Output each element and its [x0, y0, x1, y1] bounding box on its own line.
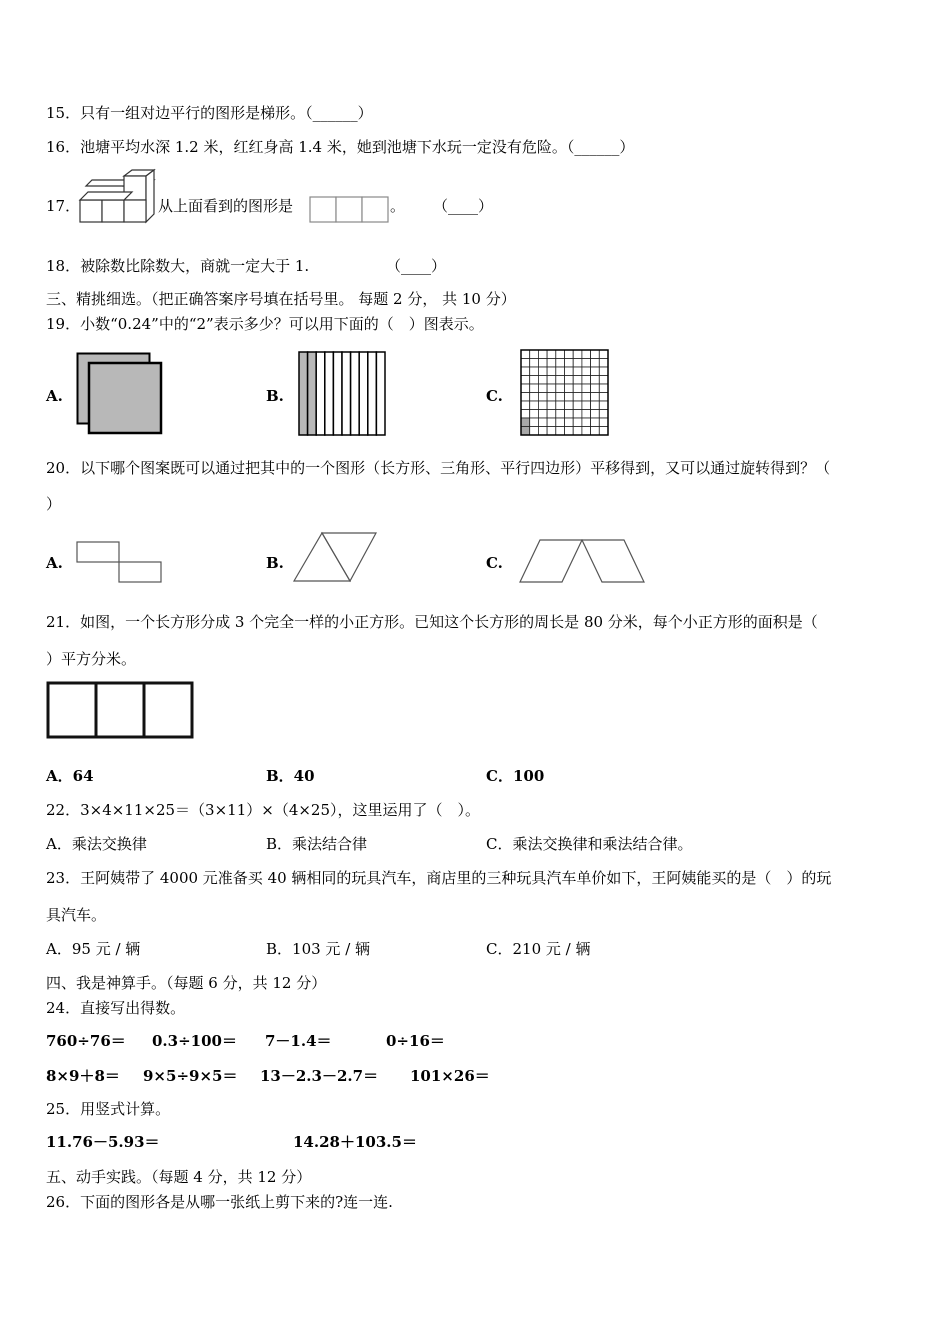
- q23-stem-line2: 具汽车。: [46, 906, 107, 924]
- grid-cell: [556, 350, 565, 359]
- q20-option-b-triangles-figure: [292, 531, 378, 583]
- grid-cell: [547, 401, 556, 410]
- q24-row1-item4: 0÷16＝: [386, 1032, 445, 1050]
- grid-cell: [530, 427, 539, 436]
- grid-cell: [538, 418, 547, 427]
- grid-cell: [538, 410, 547, 419]
- grid-cell: [547, 427, 556, 436]
- q18-text: 18．被除数比除数大，商就一定大于 1.: [46, 257, 310, 275]
- section4-title: 四、我是神算手。（每题 6 分，共 12 分）: [46, 974, 327, 992]
- q24-stem: 24．直接写出得数。: [46, 999, 186, 1017]
- q23-option-c: C．210 元 / 辆: [486, 940, 591, 958]
- q21-three-squares-figure: [46, 681, 196, 739]
- strip: [359, 352, 368, 435]
- grid-cell: [538, 376, 547, 385]
- section3-title: 三、精挑细选。（把正确答案序号填在括号里。 每题 2 分， 共 10 分）: [46, 290, 516, 308]
- grid-cell: [538, 367, 547, 376]
- q25-item1: 11.76－5.93＝: [46, 1133, 160, 1151]
- q25-stem: 25．用竖式计算。: [46, 1100, 171, 1118]
- grid-cell: [521, 418, 530, 427]
- grid-cell: [591, 376, 600, 385]
- strip: [325, 352, 334, 435]
- grid-cell: [556, 384, 565, 393]
- q20-stem-line1: 20．以下哪个图案既可以通过把其中的一个图形（长方形、三角形、平行四边形）平移得到，又可以通过旋转得到？（: [46, 459, 831, 477]
- strip: [299, 352, 308, 435]
- q19-option-b-label: B.: [266, 387, 284, 405]
- grid-cell: [530, 376, 539, 385]
- strip: [308, 352, 317, 435]
- q21-option-b: B．40: [266, 767, 315, 785]
- grid-cell: [599, 367, 608, 376]
- q20-stem-line2: ）: [46, 495, 62, 513]
- q24-row1-item3: 7－1.4＝: [265, 1032, 332, 1050]
- q21-option-c: C．100: [486, 767, 545, 785]
- q22-stem: 22．3×4×11×25＝（3×11）×（4×25），这里运用了（ ）。: [46, 801, 481, 819]
- q16-text: 16．池塘平均水深 1.2 米，红红身高 1.4 米，她到池塘下水玩一定没有危险。（______）: [46, 138, 635, 156]
- strip: [333, 352, 342, 435]
- q19-option-a-label: A.: [46, 387, 63, 405]
- grid-cell: [573, 410, 582, 419]
- grid-cell: [521, 410, 530, 419]
- q15-text: 15．只有一组对边平行的图形是梯形。（______）: [46, 104, 373, 122]
- grid-cell: [521, 350, 530, 359]
- q20-option-a-rectangles-figure: [76, 541, 164, 585]
- grid-cell: [556, 427, 565, 436]
- grid-cell: [582, 367, 591, 376]
- q17-cube-stack-figure: [78, 166, 160, 228]
- grid-cell: [521, 401, 530, 410]
- grid-cell: [599, 376, 608, 385]
- grid-cell: [538, 350, 547, 359]
- grid-cell: [556, 418, 565, 427]
- grid-cell: [591, 418, 600, 427]
- grid-cell: [521, 359, 530, 368]
- grid-cell: [556, 367, 565, 376]
- q22-option-b: B．乘法结合律: [266, 835, 368, 853]
- q26-stem: 26．下面的图形各是从哪一张纸上剪下来的?连一连.: [46, 1193, 393, 1211]
- grid-cell: [582, 359, 591, 368]
- grid-cell: [599, 418, 608, 427]
- q21-stem-line1: 21．如图，一个长方形分成 3 个完全一样的小正方形。已知这个长方形的周长是 80 分米，每个小正方形的面积是（: [46, 613, 818, 631]
- q17-prompt: 从上面看到的图形是: [158, 197, 294, 215]
- q23-stem-line1: 23．王阿姨带了 4000 元准备买 40 辆相同的玩具汽车，商店里的三种玩具汽车单价如下，王阿姨能买的是（ ）的玩: [46, 869, 832, 887]
- grid-cell: [591, 350, 600, 359]
- grid-cell: [573, 393, 582, 402]
- grid-cell: [547, 393, 556, 402]
- grid-cell: [582, 410, 591, 419]
- grid-cell: [591, 359, 600, 368]
- strip: [376, 352, 385, 435]
- grid-cell: [556, 410, 565, 419]
- grid-cell: [547, 350, 556, 359]
- q17-top-view-figure: [309, 196, 389, 224]
- q19-option-c-figure: [520, 349, 609, 436]
- strip: [368, 352, 377, 435]
- q20-option-b-label: B.: [266, 554, 284, 572]
- q23-option-b: B．103 元 / 辆: [266, 940, 371, 958]
- grid-cell: [599, 410, 608, 419]
- grid-cell: [599, 393, 608, 402]
- grid-cell: [565, 350, 574, 359]
- q21-option-a: A．64: [46, 767, 94, 785]
- grid-cell: [565, 401, 574, 410]
- grid-cell: [538, 359, 547, 368]
- q23-option-a: A．95 元 / 辆: [46, 940, 141, 958]
- grid-cell: [565, 393, 574, 402]
- grid-cell: [573, 359, 582, 368]
- grid-cell: [530, 393, 539, 402]
- grid-cell: [582, 427, 591, 436]
- grid-cell: [573, 427, 582, 436]
- grid-cell: [556, 376, 565, 385]
- grid-cell: [565, 418, 574, 427]
- strip: [351, 352, 360, 435]
- grid-cell: [538, 393, 547, 402]
- grid-cell: [573, 376, 582, 385]
- grid-cell: [547, 359, 556, 368]
- grid-cell: [530, 418, 539, 427]
- grid-cell: [573, 401, 582, 410]
- q24-row1-item2: 0.3÷100＝: [152, 1032, 237, 1050]
- grid-cell: [591, 401, 600, 410]
- grid-cell: [521, 393, 530, 402]
- q20-option-c-label: C.: [486, 554, 503, 572]
- grid-cell: [556, 359, 565, 368]
- q19-stem: 19．小数“0.24”中的“2”表示多少？可以用下面的（ ）图表示。: [46, 315, 484, 333]
- q17-number: 17．: [46, 197, 81, 215]
- grid-cell: [565, 410, 574, 419]
- grid-cell: [530, 367, 539, 376]
- grid-cell: [573, 418, 582, 427]
- grid-cell: [538, 384, 547, 393]
- q20-option-c-parallelograms-figure: [518, 538, 648, 584]
- grid-cell: [521, 367, 530, 376]
- grid-cell: [521, 427, 530, 436]
- grid-cell: [565, 376, 574, 385]
- grid-cell: [599, 359, 608, 368]
- grid-cell: [547, 410, 556, 419]
- grid-cell: [599, 427, 608, 436]
- grid-cell: [582, 376, 591, 385]
- grid-cell: [565, 367, 574, 376]
- grid-cell: [582, 384, 591, 393]
- q20-option-a-label: A.: [46, 554, 63, 572]
- q24-row2-item1: 8×9＋8＝: [46, 1067, 120, 1085]
- grid-cell: [591, 384, 600, 393]
- grid-cell: [573, 350, 582, 359]
- q25-item2: 14.28＋103.5＝: [293, 1133, 417, 1151]
- grid-cell: [556, 401, 565, 410]
- grid-cell: [599, 401, 608, 410]
- q24-row2-item2: 9×5÷9×5＝: [143, 1067, 238, 1085]
- grid-cell: [547, 384, 556, 393]
- strip: [316, 352, 325, 435]
- q22-option-c: C．乘法交换律和乘法结合律。: [486, 835, 693, 853]
- grid-cell: [521, 376, 530, 385]
- grid-cell: [565, 359, 574, 368]
- strip: [342, 352, 351, 435]
- grid-cell: [599, 350, 608, 359]
- q17-blank: （____）: [433, 197, 494, 215]
- grid-cell: [547, 376, 556, 385]
- grid-cell: [582, 401, 591, 410]
- grid-cell: [538, 401, 547, 410]
- q19-option-a-figure: [76, 352, 164, 436]
- grid-cell: [530, 359, 539, 368]
- grid-cell: [582, 418, 591, 427]
- grid-cell: [530, 350, 539, 359]
- grid-cell: [582, 350, 591, 359]
- grid-cell: [565, 427, 574, 436]
- q22-option-a: A．乘法交换律: [46, 835, 147, 853]
- grid-cell: [521, 384, 530, 393]
- q19-option-c-label: C.: [486, 387, 503, 405]
- grid-cell: [573, 384, 582, 393]
- q18-blank: （____）: [386, 257, 447, 275]
- grid-cell: [599, 384, 608, 393]
- grid-cell: [547, 367, 556, 376]
- q19-option-b-figure: [298, 351, 386, 436]
- grid-cell: [530, 401, 539, 410]
- grid-cell: [591, 427, 600, 436]
- q24-row2-item3: 13－2.3－2.7＝: [260, 1067, 379, 1085]
- q21-stem-line2: ）平方分米。: [46, 650, 137, 668]
- grid-cell: [538, 427, 547, 436]
- grid-cell: [530, 384, 539, 393]
- grid-cell: [565, 384, 574, 393]
- grid-cell: [530, 410, 539, 419]
- q17-period: 。: [390, 197, 406, 215]
- grid-cell: [547, 418, 556, 427]
- section5-title: 五、动手实践。（每题 4 分，共 12 分）: [46, 1168, 312, 1186]
- grid-cell: [591, 410, 600, 419]
- grid-cell: [573, 367, 582, 376]
- grid-cell: [591, 393, 600, 402]
- q24-row2-item4: 101×26＝: [410, 1067, 490, 1085]
- grid-cell: [556, 393, 565, 402]
- grid-cell: [582, 393, 591, 402]
- q24-row1-item1: 760÷76＝: [46, 1032, 126, 1050]
- grid-cell: [591, 367, 600, 376]
